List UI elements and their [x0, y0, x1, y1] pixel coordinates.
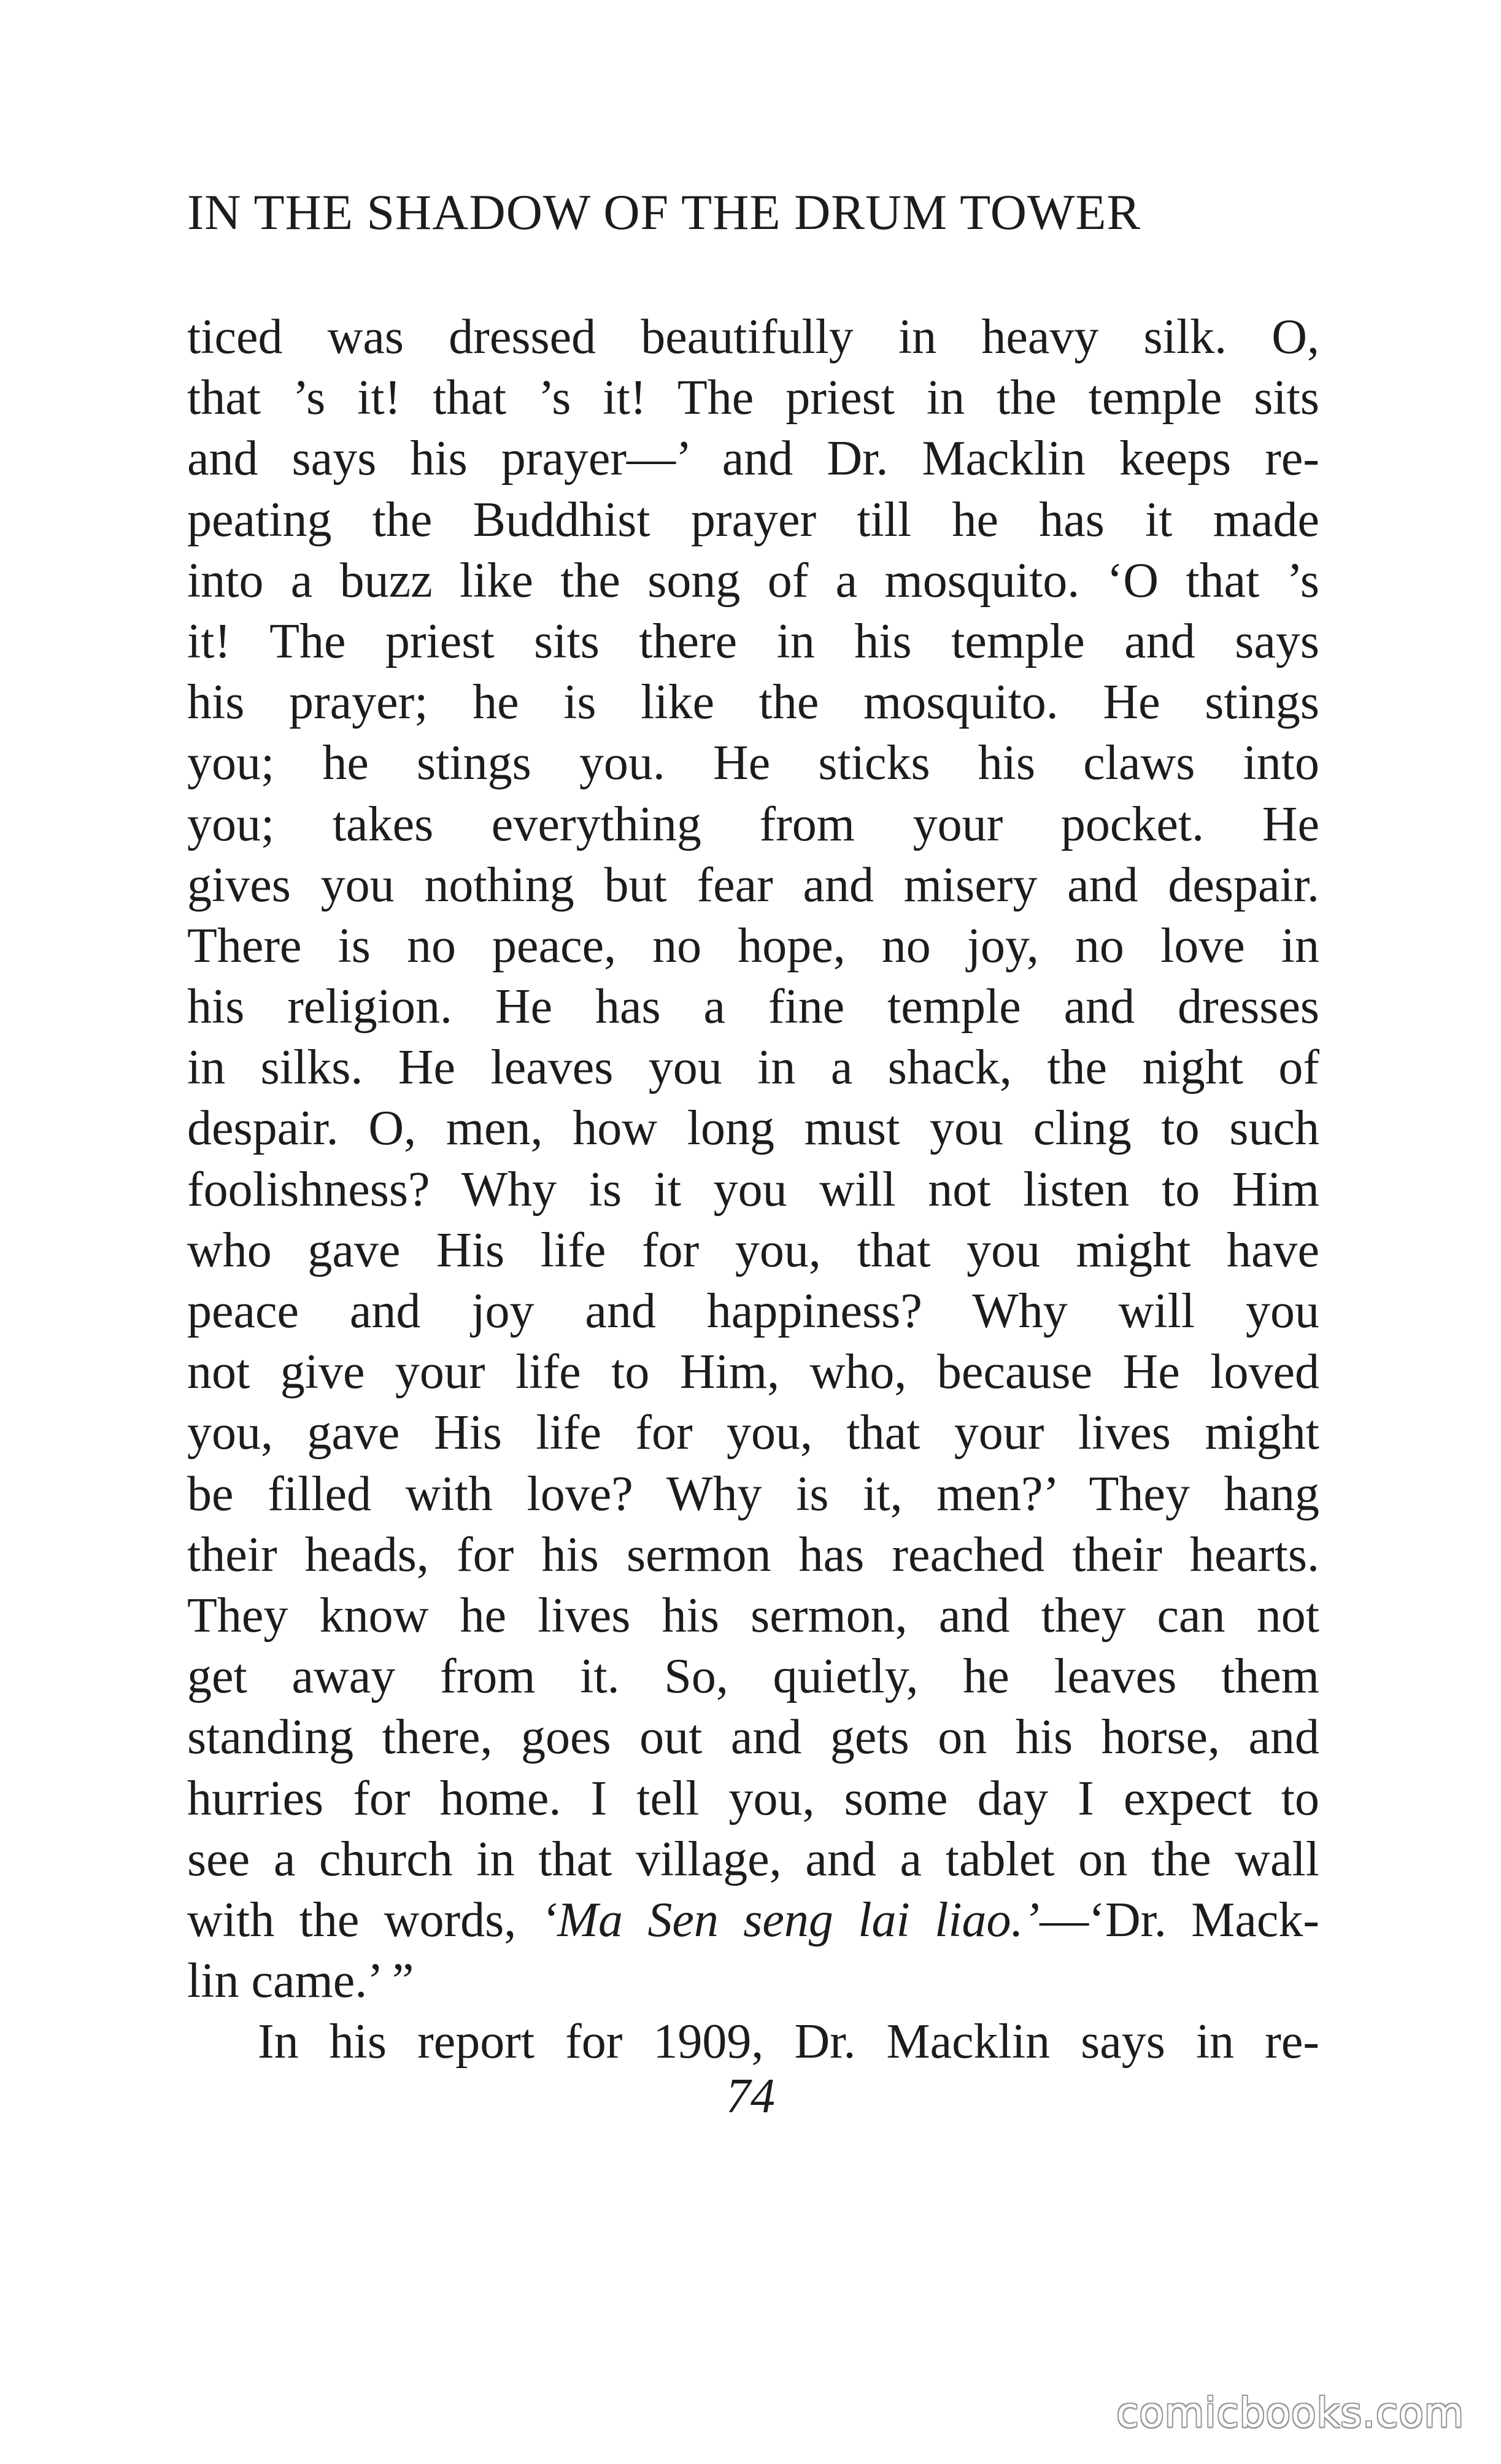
- text-line: gives you nothing but fear and misery and despair.: [187, 858, 1319, 912]
- text-line: you; he stings you. He sticks his claws into: [187, 736, 1319, 791]
- running-head: IN THE SHADOW OF THE DRUM TOWER: [187, 184, 1141, 240]
- text-line: and says his prayer—’ and Dr. Macklin keeps re-: [187, 432, 1319, 486]
- text-line: into a buzz like the song of a mosquito. ‘O that ’s: [187, 553, 1319, 608]
- body-text: [187, 307, 1319, 2072]
- text-span: with the words,: [187, 1893, 541, 1947]
- text-line: [187, 1890, 1319, 1951]
- paragraph-start-line: In his report for 1909, Dr. Macklin says in re-: [258, 2015, 1319, 2069]
- text-line: peace and joy and happiness? Why will you: [187, 1284, 1319, 1338]
- text-line: They know he lives his sermon, and they can not: [187, 1588, 1319, 1643]
- paragraph-end-line: lin came.’ ”: [187, 1954, 414, 2009]
- text-line: see a church in that village, and a tablet on the wall: [187, 1832, 1319, 1886]
- text-line: There is no peace, no hope, no joy, no love in: [187, 918, 1319, 973]
- text-line: foolishness? Why is it you will not listen to Him: [187, 1162, 1319, 1217]
- text-line: be filled with love? Why is it, men?’ They hang: [187, 1466, 1319, 1521]
- text-line: his prayer; he is like the mosquito. He stings: [187, 675, 1319, 730]
- text-line: not give your life to Him, who, because He loved: [187, 1345, 1319, 1400]
- text-line: get away from it. So, quietly, he leaves them: [187, 1649, 1319, 1704]
- text-line: ticed was dressed beautifully in heavy silk. O,: [187, 310, 1319, 364]
- text-line: hurries for home. I tell you, some day I expect to: [187, 1771, 1319, 1826]
- text-line: it! The priest sits there in his temple and says: [187, 614, 1319, 668]
- watermark: comicbooks.com: [1116, 2389, 1464, 2436]
- text-line: you; takes everything from your pocket. He: [187, 797, 1319, 851]
- italic-phrase: ‘Ma Sen seng lai liao.’: [541, 1893, 1040, 1947]
- text-line: who gave His life for you, that you might have: [187, 1223, 1319, 1277]
- text-line: their heads, for his sermon has reached their hearts.: [187, 1527, 1319, 1582]
- text-line: despair. O, men, how long must you cling to such: [187, 1101, 1319, 1156]
- page-number: 74: [726, 2069, 775, 2123]
- text-span: —‘Dr. Mack-: [1040, 1893, 1319, 1947]
- text-line: peating the Buddhist prayer till he has it made: [187, 492, 1319, 547]
- text-line: you, gave His life for you, that your lives might: [187, 1406, 1319, 1460]
- text-line: that ’s it! that ’s it! The priest in the temple sits: [187, 371, 1319, 425]
- text-line: in silks. He leaves you in a shack, the night of: [187, 1040, 1319, 1095]
- text-line: his religion. He has a fine temple and dresses: [187, 980, 1319, 1034]
- text-line: standing there, goes out and gets on his horse, and: [187, 1710, 1319, 1765]
